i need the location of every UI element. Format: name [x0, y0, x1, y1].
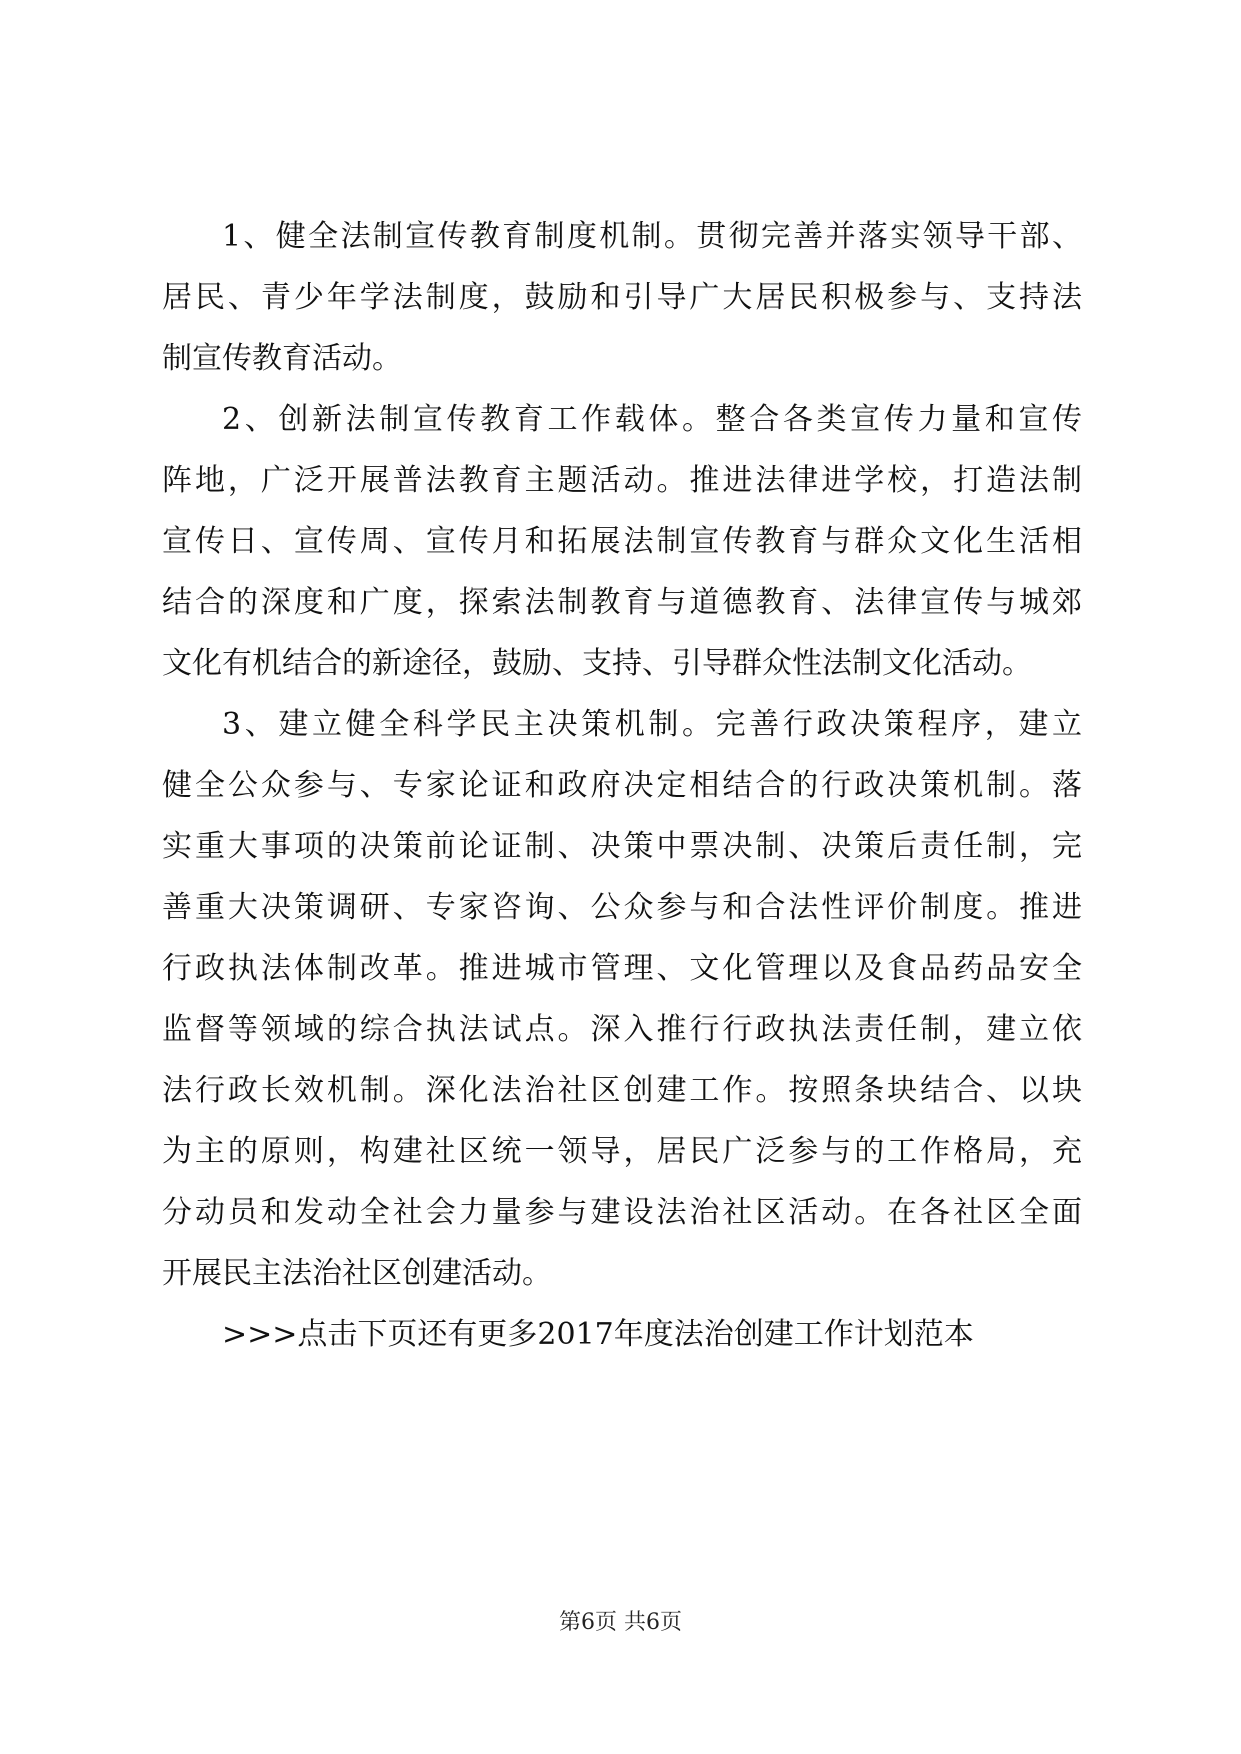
paragraph-3-line-7: 法行政长效机制。深化法治社区创建工作。按照条块结合、以块 — [162, 1073, 1082, 1108]
page-footer: 第6页 共6页 — [559, 1610, 682, 1635]
paragraph-2-line-4: 结合的深度和广度，探索法制教育与道德教育、法律宣传与城郊 — [162, 585, 1082, 620]
paragraph-2-line-1: 2、创新法制宣传教育工作载体。整合各类宣传力量和宣传 — [222, 402, 1082, 437]
paragraph-3-line-1: 3、建立健全科学民主决策机制。完善行政决策程序，建立 — [222, 707, 1082, 742]
paragraph-3-line-10: 开展民主法治社区创建活动。 — [162, 1256, 552, 1291]
paragraph-3-line-3: 实重大事项的决策前论证制、决策中票决制、决策后责任制，完 — [162, 829, 1082, 864]
paragraph-1-line-2: 居民、青少年学法制度，鼓励和引导广大居民积极参与、支持法 — [162, 280, 1082, 315]
paragraph-3-line-6: 监督等领域的综合执法试点。深入推行行政执法责任制，建立依 — [162, 1012, 1082, 1047]
paragraph-3-line-9: 分动员和发动全社会力量参与建设法治社区活动。在各社区全面 — [162, 1195, 1082, 1230]
paragraph-3-line-2: 健全公众参与、专家论证和政府决定相结合的行政决策机制。落 — [162, 768, 1082, 803]
document-body — [162, 206, 1082, 1365]
paragraph-2-line-2: 阵地，广泛开展普法教育主题活动。推进法律进学校，打造法制 — [162, 463, 1082, 498]
paragraph-2-line-3: 宣传日、宣传周、宣传月和拓展法制宣传教育与群众文化生活相 — [162, 524, 1082, 559]
paragraph-3-line-8: 为主的原则，构建社区统一领导，居民广泛参与的工作格局，充 — [162, 1134, 1082, 1169]
paragraph-3-line-5: 行政执法体制改革。推进城市管理、文化管理以及食品药品安全 — [162, 951, 1082, 986]
paragraph-3-line-4: 善重大决策调研、专家咨询、公众参与和合法性评价制度。推进 — [162, 890, 1082, 925]
more-pages-link[interactable]: >>>点击下页还有更多2017年度法治创建工作计划范本 — [222, 1317, 974, 1352]
paragraph-2-line-5: 文化有机结合的新途径，鼓励、支持、引导群众性法制文化活动。 — [162, 646, 1032, 681]
paragraph-1-line-1: 1、健全法制宣传教育制度机制。贯彻完善并落实领导干部、 — [222, 219, 1082, 254]
paragraph-1-line-3: 制宣传教育活动。 — [162, 341, 402, 376]
